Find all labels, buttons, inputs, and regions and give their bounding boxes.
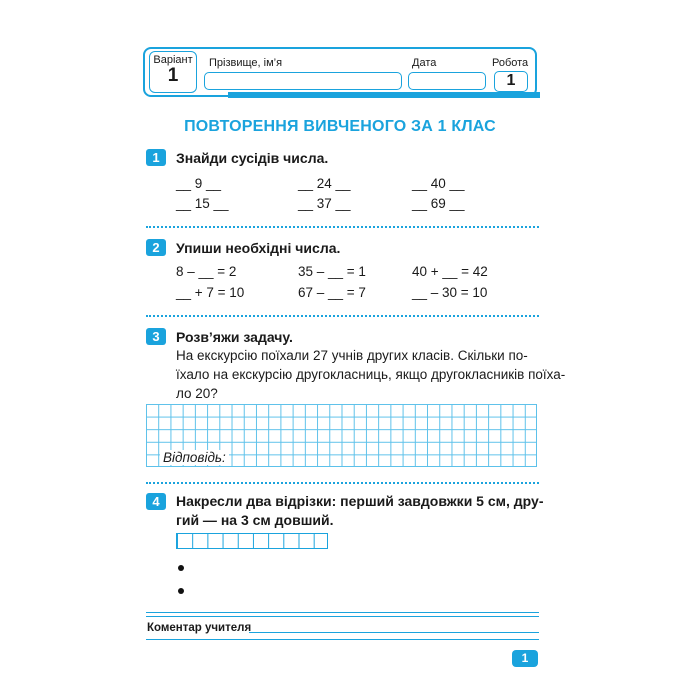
task-2-item: 67 – __ = 7 xyxy=(298,285,366,300)
task-3-number: 3 xyxy=(146,328,166,345)
name-label: Прізвище, ім’я xyxy=(209,57,283,69)
task-1-item: __ 69 __ xyxy=(412,196,465,211)
task-1-item: __ 9 __ xyxy=(176,176,222,191)
dotted-divider xyxy=(146,226,539,228)
task-1-number: 1 xyxy=(146,149,166,166)
page-title: ПОВТОРЕННЯ ВИВЧЕНОГО ЗА 1 КЛАС xyxy=(184,118,496,135)
task-2-item: 8 – __ = 2 xyxy=(176,264,237,279)
date-field[interactable] xyxy=(408,72,486,90)
work-number: 1 xyxy=(494,71,528,92)
task-1-item: __ 24 __ xyxy=(298,176,351,191)
teacher-comment-field[interactable] xyxy=(249,632,539,633)
task-4-number: 4 xyxy=(146,493,166,510)
task-3-text-line: ло 20? xyxy=(176,386,218,401)
task-2-item: 35 – __ = 1 xyxy=(298,264,366,279)
segment-point xyxy=(178,588,184,594)
footer-line xyxy=(146,639,539,640)
page-number: 1 xyxy=(512,650,538,667)
variant-number: 1 xyxy=(167,65,179,86)
task-1-item: __ 15 __ xyxy=(176,196,229,211)
segment-cells[interactable] xyxy=(176,533,328,549)
task-2-number: 2 xyxy=(146,239,166,256)
name-field[interactable] xyxy=(204,72,402,90)
header-underline xyxy=(228,92,540,98)
task-2-title: Упиши необхідні числа. xyxy=(176,240,341,256)
task-1-item: __ 37 __ xyxy=(298,196,351,211)
task-1-item: __ 40 __ xyxy=(412,176,465,191)
task-3-text-line: їхало на екскурсію другокласниць, якщо другокласників поїха- xyxy=(176,367,566,382)
segment-point xyxy=(178,565,184,571)
task-2-item: __ + 7 = 10 xyxy=(176,285,245,300)
footer-line xyxy=(146,612,539,613)
task-4-text-line: гий — на 3 см довший. xyxy=(176,512,334,528)
teacher-comment-label: Коментар учителя xyxy=(147,622,252,634)
task-3-title: Розв’яжи задачу. xyxy=(176,329,293,345)
task-2-item: 40 + __ = 42 xyxy=(412,264,488,279)
task-1-title: Знайди сусідів числа. xyxy=(176,150,329,166)
task-4-text-line: Накресли два відрізки: перший завдовжки 5 см, дру- xyxy=(176,493,544,509)
variant-label: Варіант xyxy=(153,54,193,66)
dotted-divider xyxy=(146,482,539,484)
work-label: Робота xyxy=(492,57,529,69)
answer-label: Відповідь: xyxy=(160,450,229,465)
task-3-text-line: На екскурсію поїхали 27 учнів других класів. Скільки по- xyxy=(176,348,528,363)
date-label: Дата xyxy=(412,57,437,69)
dotted-divider xyxy=(146,315,539,317)
variant-box xyxy=(149,51,197,93)
footer-line xyxy=(146,616,539,617)
task-2-item: __ – 30 = 10 xyxy=(412,285,488,300)
